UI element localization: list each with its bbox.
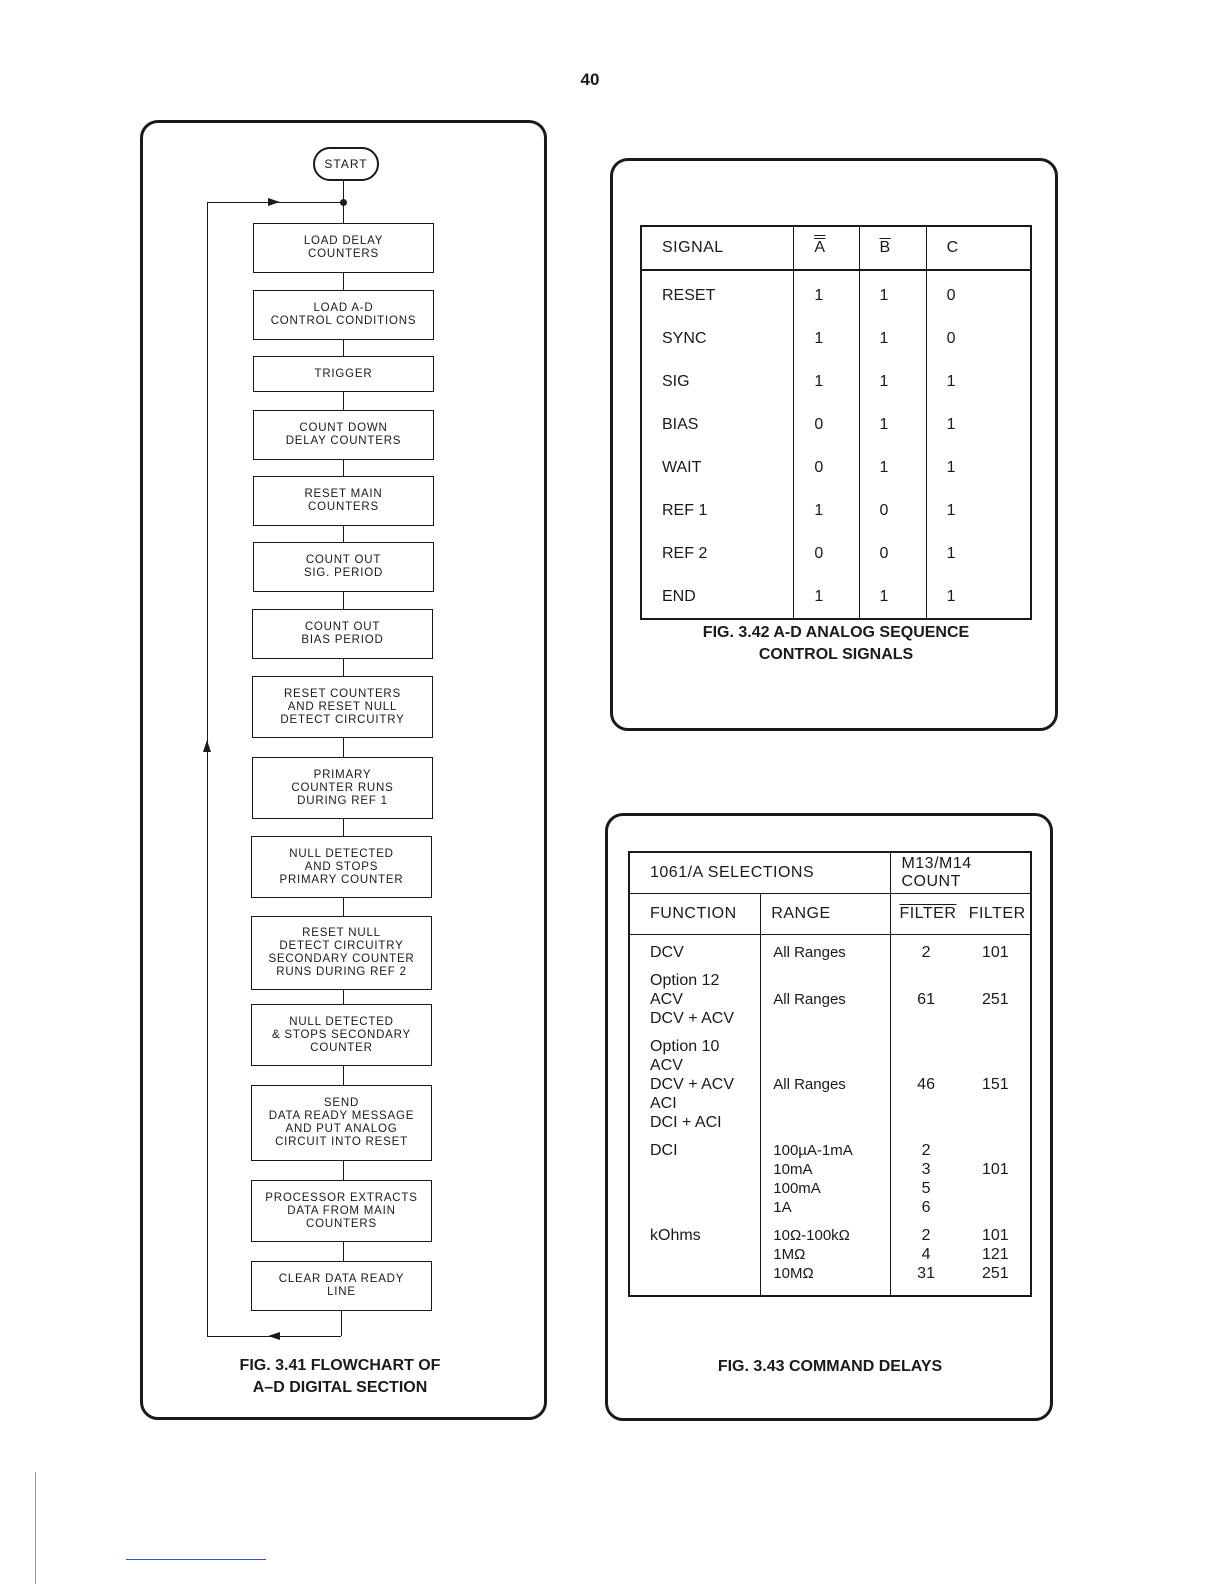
- start-node: START: [313, 147, 379, 181]
- signal-cell: 0: [859, 532, 926, 575]
- flowchart-caption-line1: FIG. 3.41 FLOWCHART OF: [239, 1357, 441, 1374]
- connector-3: [343, 392, 344, 410]
- flow-step-2: LOAD A-D CONTROL CONDITIONS: [253, 290, 434, 340]
- header-no-filter: FILTER: [891, 894, 961, 935]
- flow-step-4: COUNT DOWN DELAY COUNTERS: [253, 410, 434, 460]
- delay-cell-range: All Ranges: [761, 1029, 891, 1133]
- flow-step-5: RESET MAIN COUNTERS: [253, 476, 434, 526]
- signal-cell: 1: [926, 403, 1031, 446]
- connector-5: [343, 526, 344, 542]
- flow-step-15: CLEAR DATA READY LINE: [251, 1261, 432, 1311]
- delay-cell-filter: 101: [982, 944, 1009, 961]
- header-signal: SIGNAL: [641, 226, 794, 270]
- delay-cell-function: kOhms: [650, 1227, 701, 1244]
- signal-cell: SIG: [641, 360, 794, 403]
- loop-down: [341, 1311, 342, 1336]
- delays-sub-header-row: [629, 894, 1031, 935]
- flowchart-caption-line2: A–D DIGITAL SECTION: [252, 1379, 428, 1396]
- delay-cell-no-filter: 2: [891, 935, 961, 964]
- connector-6: [343, 592, 344, 609]
- delay-cell-function: DCI: [650, 1142, 678, 1159]
- header-range: RANGE: [761, 894, 891, 935]
- connector-9: [343, 819, 344, 836]
- connector-4: [343, 460, 344, 476]
- delays-table: [628, 851, 1032, 1297]
- signal-row-sync: [641, 317, 1031, 360]
- delay-cell-filter: 251: [982, 991, 1009, 1008]
- signal-cell: 1: [926, 575, 1031, 619]
- signal-row-ref-1: [641, 489, 1031, 532]
- signal-cell: 1: [794, 360, 859, 403]
- signal-cell: 0: [794, 532, 859, 575]
- signal-cell: 1: [926, 360, 1031, 403]
- connector-8: [343, 738, 344, 757]
- delay-cell-function: DCV: [650, 944, 684, 961]
- signal-cell: RESET: [641, 270, 794, 317]
- signal-cell: 0: [794, 446, 859, 489]
- signal-row-bias: [641, 403, 1031, 446]
- connector-10: [343, 898, 344, 916]
- signal-row-wait: [641, 446, 1031, 489]
- signal-cell: 0: [926, 317, 1031, 360]
- flow-step-11: RESET NULL DETECT CIRCUITRY SECONDARY COUNTER RUNS DURING REF 2: [251, 916, 432, 990]
- delay-cell-filter: 101 121 251: [982, 1227, 1009, 1282]
- signal-cell: 1: [794, 270, 859, 317]
- delay-cell-no-filter: 2 4 31: [891, 1218, 961, 1296]
- connector-11: [343, 990, 344, 1004]
- signal-cell: WAIT: [641, 446, 794, 489]
- signal-cell: 1: [794, 575, 859, 619]
- signals-header-row: [641, 226, 1031, 270]
- signals-caption-line1: FIG. 3.42 A-D ANALOG SEQUENCE: [702, 624, 970, 641]
- loop-arrow-right: [268, 198, 280, 206]
- signal-row-reset: [641, 270, 1031, 317]
- signal-cell: 1: [926, 532, 1031, 575]
- delay-row: [629, 963, 1031, 1029]
- signal-cell: 1: [859, 403, 926, 446]
- header-b: [859, 226, 926, 270]
- delay-cell-filter: 101: [982, 1161, 1009, 1178]
- flow-step-13: SEND DATA READY MESSAGE AND PUT ANALOG CIRCUIT INTO RESET: [251, 1085, 432, 1161]
- signal-cell: END: [641, 575, 794, 619]
- delay-row: [629, 1218, 1031, 1296]
- delay-cell-range: All Ranges: [761, 963, 891, 1029]
- delay-cell-no-filter: 46: [891, 1029, 961, 1133]
- delay-cell-range: 10Ω-100kΩ 1MΩ 10MΩ: [761, 1218, 891, 1296]
- flow-step-3: TRIGGER: [253, 356, 434, 392]
- flow-step-12: NULL DETECTED & STOPS SECONDARY COUNTER: [251, 1004, 432, 1066]
- margin-mark: [35, 1472, 36, 1584]
- loop-left: [207, 202, 208, 1336]
- loop-arrow-left: [268, 1332, 280, 1340]
- header-b-label: $\overline{B}$: [879, 239, 891, 256]
- signal-cell: REF 1: [641, 489, 794, 532]
- connector-1: [343, 273, 344, 290]
- footnote-divider: [126, 1559, 266, 1560]
- delays-caption: FIG. 3.43 COMMAND DELAYS: [717, 1358, 943, 1375]
- flow-step-1: LOAD DELAY COUNTERS: [253, 223, 434, 273]
- signal-row-sig: [641, 360, 1031, 403]
- delay-row: [629, 935, 1031, 964]
- signal-cell: 1: [859, 446, 926, 489]
- page-number: 40: [580, 70, 600, 89]
- delay-cell-function: Option 10 ACV DCV + ACV ACI DCI + ACI: [650, 1038, 735, 1131]
- signal-cell: 1: [926, 489, 1031, 532]
- signal-cell: 1: [794, 317, 859, 360]
- delay-cell-no-filter: 61: [891, 963, 961, 1029]
- signals-caption: [640, 622, 1032, 666]
- header-filter: FILTER: [961, 894, 1031, 935]
- flow-step-9: PRIMARY COUNTER RUNS DURING REF 1: [252, 757, 433, 819]
- header-function: FUNCTION: [629, 894, 761, 935]
- signal-cell: 1: [859, 317, 926, 360]
- signal-cell: 1: [794, 489, 859, 532]
- header-a-label: A: [814, 239, 826, 256]
- connector-14: [343, 1242, 344, 1261]
- flow-step-7: COUNT OUT BIAS PERIOD: [252, 609, 433, 659]
- signal-cell: 0: [926, 270, 1031, 317]
- connector-2: [343, 340, 344, 356]
- signal-cell: SYNC: [641, 317, 794, 360]
- header-m13-m14-count: M13/M14 COUNT: [891, 852, 1031, 894]
- connector-12: [343, 1066, 344, 1085]
- delay-cell-range: 100µA-1mA 10mA 100mA 1A: [761, 1133, 891, 1218]
- signals-caption-line2: CONTROL SIGNALS: [758, 646, 914, 663]
- header-a: [794, 226, 859, 270]
- connector-13: [343, 1161, 344, 1180]
- header-1061a-selections: 1061/A SELECTIONS: [629, 852, 891, 894]
- signal-cell: BIAS: [641, 403, 794, 446]
- delays-group-header-row: [629, 852, 1031, 894]
- delay-cell-filter: 151: [982, 1076, 1009, 1093]
- flowchart-caption: [185, 1355, 495, 1399]
- header-c: C: [926, 226, 1031, 270]
- signal-cell: 1: [859, 360, 926, 403]
- delay-cell-range: All Ranges: [761, 935, 891, 964]
- flow-step-14: PROCESSOR EXTRACTS DATA FROM MAIN COUNTERS: [251, 1180, 432, 1242]
- signal-cell: 1: [926, 446, 1031, 489]
- delay-cell-function: Option 12 ACV DCV + ACV: [650, 972, 735, 1027]
- signal-cell: REF 2: [641, 532, 794, 575]
- delay-row: [629, 1133, 1031, 1218]
- delay-cell-no-filter: 2 3 5 6: [891, 1133, 961, 1218]
- connector-7: [343, 659, 344, 676]
- flow-step-6: COUNT OUT SIG. PERIOD: [253, 542, 434, 592]
- signal-row-end: [641, 575, 1031, 619]
- flow-step-10: NULL DETECTED AND STOPS PRIMARY COUNTER: [251, 836, 432, 898]
- delay-row: [629, 1029, 1031, 1133]
- signal-cell: 1: [859, 575, 926, 619]
- signal-row-ref-2: [641, 532, 1031, 575]
- signal-cell: 1: [859, 270, 926, 317]
- flow-step-8: RESET COUNTERS AND RESET NULL DETECT CIRCUITRY: [252, 676, 433, 738]
- loop-arrow-up: [203, 740, 211, 752]
- signal-cell: 0: [794, 403, 859, 446]
- signal-cell: 0: [859, 489, 926, 532]
- signals-table: [640, 225, 1032, 620]
